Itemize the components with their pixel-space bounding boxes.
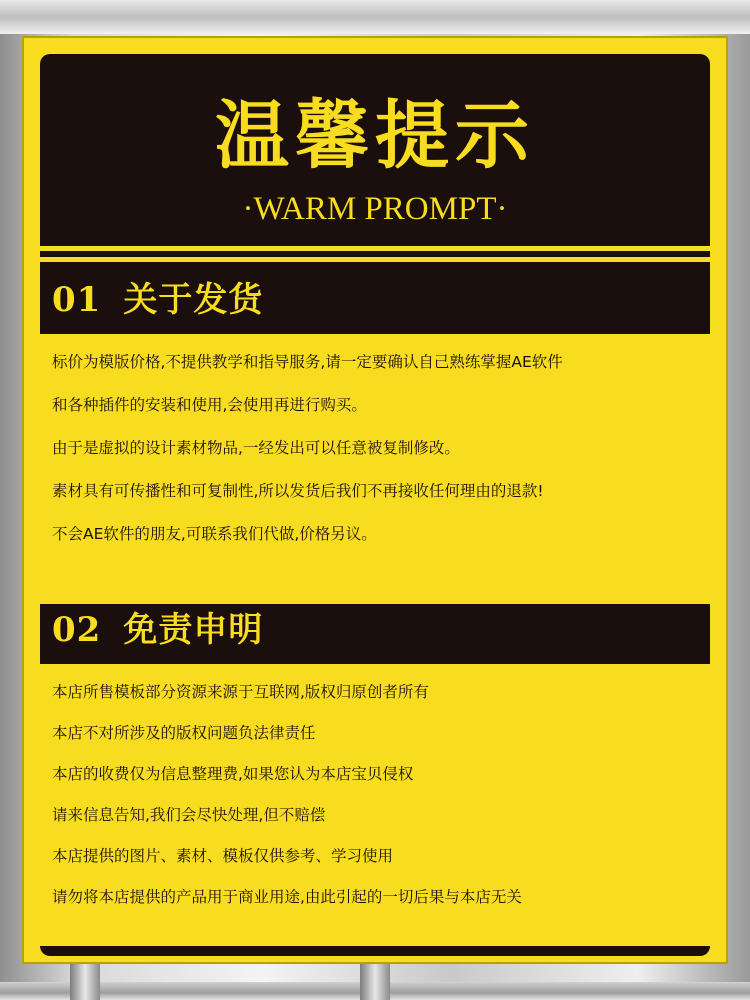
- section-heading-disclaimer: [52, 606, 263, 654]
- body-line: 本店的收费仅为信息整理费,如果您认为本店宝贝侵权: [52, 765, 414, 783]
- body-line: 和各种插件的安装和使用,会使用再进行购买。: [52, 396, 367, 414]
- body-line: 由于是虚拟的设计素材物品,一经发出可以任意被复制修改。: [52, 439, 460, 457]
- section-title: 关于发货: [123, 280, 264, 320]
- stand-post-right: [360, 958, 390, 1000]
- body-line: 标价为模版价格,不提供教学和指导服务,请一定要确认自己熟练掌握AE软件: [52, 353, 563, 371]
- body-line: 素材具有可传播性和可复制性,所以发货后我们不再接收任何理由的退款!: [52, 482, 544, 500]
- page-subtitle: ·WARM PROMPT·: [242, 191, 508, 227]
- section-number: 02: [52, 610, 102, 650]
- section-body-disclaimer: [40, 664, 710, 946]
- body-line: 请来信息告知,我们会尽快处理,但不赔偿: [52, 806, 326, 824]
- body-line: 本店提供的图片、素材、模板仅供参考、学习使用: [52, 847, 394, 865]
- sign-panel: [40, 54, 710, 956]
- body-line: 请勿将本店提供的产品用于商业用途,由此引起的一切后果与本店无关: [52, 888, 522, 906]
- frame-top-bar: [0, 0, 750, 34]
- divider-stripe: [40, 257, 710, 262]
- body-line: 不会AE软件的朋友,可联系我们代做,价格另议。: [52, 525, 377, 543]
- section-number: 01: [52, 280, 102, 320]
- section-heading-shipping: [52, 276, 263, 324]
- section-body-shipping: [40, 334, 710, 604]
- body-line: 本店不对所涉及的版权问题负法律责任: [52, 724, 316, 742]
- stand-post-left: [70, 958, 100, 1000]
- section-title: 免责申明: [123, 610, 264, 650]
- page-title: 温馨提示: [215, 93, 535, 179]
- divider-stripe: [40, 246, 710, 251]
- sign-board: [22, 36, 728, 964]
- body-line: 本店所售模板部分资源来源于互联网,版权归原创者所有: [52, 683, 429, 701]
